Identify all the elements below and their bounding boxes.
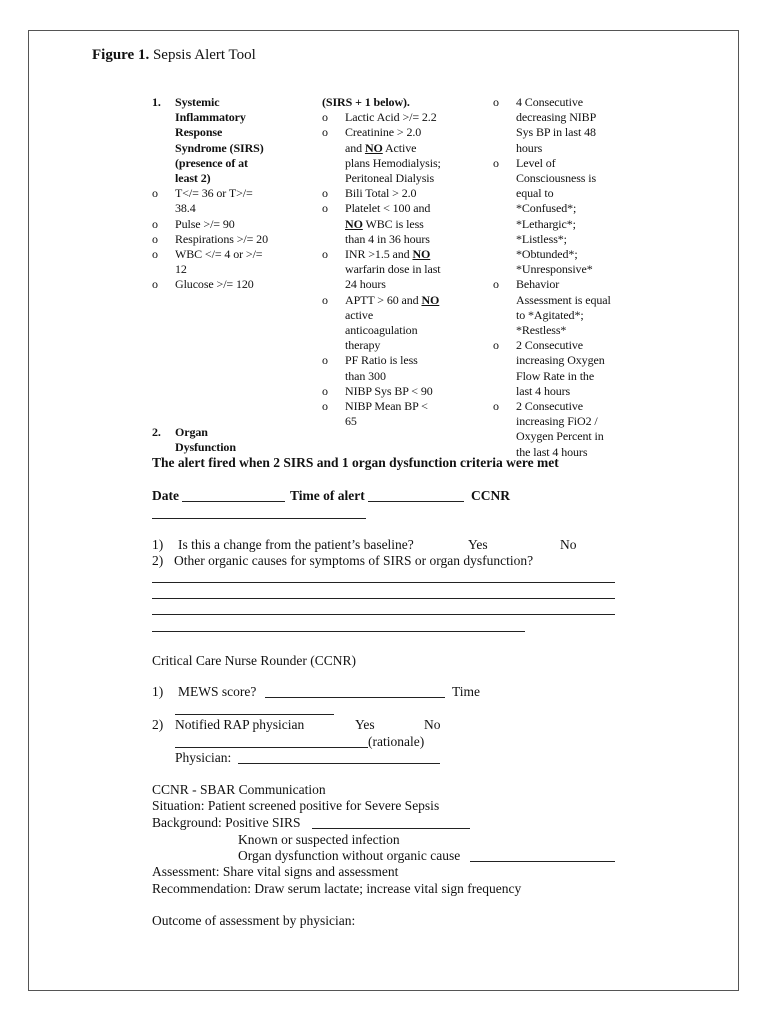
no-emphasis: NO xyxy=(412,247,431,262)
criteria-behavior xyxy=(493,277,633,338)
bullet-marker: o xyxy=(493,155,499,170)
criteria-text: 4 Consecutive xyxy=(516,95,584,109)
bullet-marker: o xyxy=(322,125,328,140)
bullet-marker: o xyxy=(322,383,328,398)
sirs-item-respirations xyxy=(152,232,302,247)
criteria-text: Sys BP in last 48 xyxy=(516,125,596,140)
ccnr-field[interactable] xyxy=(152,518,366,519)
sirs-item-pulse xyxy=(152,217,302,232)
figure-label: Figure 1. xyxy=(92,47,150,63)
criteria-text: Lactic Acid >/= 2.2 xyxy=(345,110,437,125)
criteria-text: and xyxy=(345,140,365,155)
q2-number: 2) xyxy=(152,553,164,568)
bullet-marker: o xyxy=(152,231,158,246)
sirs-heading-line: (presence of at xyxy=(175,155,248,170)
criteria-aptt xyxy=(322,293,482,354)
q1-no-option[interactable]: No xyxy=(560,537,577,552)
bullet-marker: o xyxy=(322,292,328,307)
bullet-marker: o xyxy=(322,353,328,368)
organ-dysfunction-field[interactable] xyxy=(470,861,615,862)
sbar-assessment: Assessment: Share vital signs and assessment xyxy=(152,864,399,879)
organ-heading-line: Dysfunction xyxy=(175,440,236,455)
mews-time-field[interactable] xyxy=(175,714,334,715)
criteria-text: increasing Oxygen xyxy=(516,353,605,368)
criteria-text: decreasing NIBP xyxy=(516,110,597,125)
mews-label: MEWS score? xyxy=(178,684,257,699)
sirs-heading-line: Systemic xyxy=(175,95,220,109)
criteria-text: *Obtunded*; xyxy=(516,247,578,262)
no-emphasis: NO xyxy=(345,216,363,231)
sbar-known-infection: Known or suspected infection xyxy=(238,832,400,847)
q2-answer-line[interactable] xyxy=(152,614,615,615)
organ-dysfunction-heading xyxy=(152,425,302,455)
date-field[interactable] xyxy=(182,501,285,502)
sirs-heading xyxy=(152,95,302,186)
date-label: Date xyxy=(152,488,179,503)
criteria-text: than 300 xyxy=(345,368,386,383)
outcome-label: Outcome of assessment by physician: xyxy=(152,913,356,928)
criteria-text: 65 xyxy=(345,414,357,429)
monitoring-criteria-column xyxy=(493,95,633,460)
criteria-text: Assessment is equal xyxy=(516,292,611,307)
bullet-marker: o xyxy=(493,399,499,414)
physician-field[interactable] xyxy=(238,763,440,764)
sirs-item-text: 38.4 xyxy=(175,201,196,216)
sirs-heading-line: least 2) xyxy=(175,171,211,186)
criteria-text: last 4 hours xyxy=(516,383,571,398)
sirs-heading-number: 1. xyxy=(152,95,161,109)
sirs-column xyxy=(152,95,302,293)
q2-answer-line[interactable] xyxy=(152,598,615,599)
criteria-bilirubin xyxy=(322,186,482,201)
sbar-recommendation: Recommendation: Draw serum lactate; increase vital sign frequency xyxy=(152,881,522,896)
rap-number: 2) xyxy=(152,717,164,732)
mews-number: 1) xyxy=(152,684,164,699)
criteria-pf-ratio xyxy=(322,353,482,383)
criteria-inr xyxy=(322,247,482,293)
sbar-heading: CCNR - SBAR Communication xyxy=(152,782,326,797)
sirs-heading-line: Response xyxy=(175,125,223,140)
organ-criteria-column xyxy=(322,95,482,429)
criteria-text: 2 Consecutive xyxy=(516,338,584,353)
sirs-item-text: T</= 36 or T>/= xyxy=(175,186,253,201)
ccnr-label: CCNR xyxy=(471,488,510,503)
sirs-item-text: Respirations >/= 20 xyxy=(175,231,268,246)
q2-answer-line[interactable] xyxy=(152,582,615,583)
organ-heading-number: 2. xyxy=(152,425,161,439)
criteria-fio2 xyxy=(493,399,633,460)
figure-title xyxy=(92,47,256,64)
criteria-text: *Unresponsive* xyxy=(516,262,593,277)
criteria-text: Creatinine > 2.0 xyxy=(345,125,422,140)
bullet-marker: o xyxy=(152,247,158,262)
criteria-oxygen-flow xyxy=(493,338,633,399)
sirs-plus-one-heading: (SIRS + 1 below). xyxy=(322,95,410,109)
criteria-text: Behavior xyxy=(516,277,560,292)
criteria-text: NIBP Sys BP < 90 xyxy=(345,383,433,398)
time-of-alert-field[interactable] xyxy=(368,501,464,502)
bullet-marker: o xyxy=(493,277,499,292)
sirs-item-text: WBC </= 4 or >/= xyxy=(175,247,263,262)
q1-text: Is this a change from the patient’s baseline? xyxy=(178,537,414,552)
q2-text: Other organic causes for symptoms of SIRS or organ dysfunction? xyxy=(174,553,534,568)
criteria-text: Platelet < 100 and xyxy=(345,201,431,216)
q2-answer-line[interactable] xyxy=(152,631,525,632)
rap-no-option[interactable]: No xyxy=(424,717,441,732)
figure-title-text: Sepsis Alert Tool xyxy=(152,47,256,63)
criteria-text: Flow Rate in the xyxy=(516,368,595,383)
bullet-marker: o xyxy=(493,338,499,353)
sbar-situation: Situation: Patient screened positive for Severe Sepsis xyxy=(152,798,440,813)
criteria-nibp-sys xyxy=(322,384,482,399)
criteria-text: to *Agitated*; xyxy=(516,307,584,322)
criteria-text: warfarin dose in last xyxy=(345,262,441,277)
criteria-lactic-acid xyxy=(322,110,482,125)
criteria-text: equal to xyxy=(516,186,554,201)
q1-yes-option[interactable]: Yes xyxy=(468,537,488,552)
criteria-text: than 4 in 36 hours xyxy=(345,231,430,246)
sirs-item-wbc xyxy=(152,247,302,277)
criteria-text: *Lethargic*; xyxy=(516,216,576,231)
criteria-text: *Restless* xyxy=(516,323,567,338)
mews-score-field[interactable] xyxy=(265,697,445,698)
criteria-text: active xyxy=(345,307,374,322)
sirs-item-glucose xyxy=(152,277,302,292)
criteria-text: Consciousness is xyxy=(516,171,597,186)
criteria-decreasing-bp xyxy=(493,95,633,156)
rap-label: Notified RAP physician xyxy=(175,717,305,732)
criteria-text: *Confused*; xyxy=(516,201,577,216)
sirs-heading-line: Inflammatory xyxy=(175,110,246,125)
sirs-item-text: Pulse >/= 90 xyxy=(175,216,235,231)
criteria-text: plans Hemodialysis; xyxy=(345,155,441,170)
sbar-organ-dysfunction: Organ dysfunction without organic cause xyxy=(238,848,461,863)
positive-sirs-field[interactable] xyxy=(312,828,470,829)
criteria-platelet xyxy=(322,201,482,247)
sirs-item-text: Glucose >/= 120 xyxy=(175,277,254,292)
bullet-marker: o xyxy=(493,95,499,109)
bullet-marker: o xyxy=(152,277,158,292)
rationale-field[interactable] xyxy=(175,747,368,748)
rap-yes-option[interactable]: Yes xyxy=(355,717,375,732)
criteria-text: increasing FiO2 / xyxy=(516,414,598,429)
criteria-text: hours xyxy=(516,140,543,155)
criteria-text: NIBP Mean BP < xyxy=(345,399,428,414)
bullet-marker: o xyxy=(322,201,328,216)
criteria-text: Active xyxy=(382,140,417,155)
bullet-marker: o xyxy=(322,110,328,125)
criteria-text: Bili Total > 2.0 xyxy=(345,186,417,201)
q1-number: 1) xyxy=(152,537,164,552)
criteria-text: Oxygen Percent in xyxy=(516,429,604,444)
criteria-text: 24 hours xyxy=(345,277,386,292)
mews-time-label: Time xyxy=(452,684,481,699)
criteria-text: WBC is less xyxy=(362,216,424,231)
criteria-creatinine xyxy=(322,125,482,186)
rationale-label: (rationale) xyxy=(368,734,425,749)
bullet-marker: o xyxy=(322,247,328,262)
sirs-item-text: 12 xyxy=(175,262,187,277)
time-of-alert-label: Time of alert xyxy=(290,488,365,503)
criteria-text: PF Ratio is less xyxy=(345,353,418,368)
bullet-marker: o xyxy=(322,399,328,414)
no-emphasis: NO xyxy=(421,292,440,307)
bullet-marker: o xyxy=(152,186,158,201)
ccnr-heading: Critical Care Nurse Rounder (CCNR) xyxy=(152,653,356,668)
sbar-background: Background: Positive SIRS xyxy=(152,815,301,830)
alert-fired-statement: The alert fired when 2 SIRS and 1 organ dysfunction criteria were met xyxy=(152,455,559,470)
criteria-nibp-mean xyxy=(322,399,482,429)
physician-label: Physician: xyxy=(175,750,232,765)
criteria-text: anticoagulation xyxy=(345,323,418,338)
criteria-text: therapy xyxy=(345,338,381,353)
bullet-marker: o xyxy=(152,216,158,231)
criteria-text: INR >1.5 and xyxy=(345,247,413,262)
organ-heading-line: Organ xyxy=(175,425,208,439)
criteria-text: Level of xyxy=(516,155,556,170)
criteria-consciousness xyxy=(493,156,633,278)
no-emphasis: NO xyxy=(364,140,383,155)
sirs-item-temperature xyxy=(152,186,302,216)
criteria-text: 2 Consecutive xyxy=(516,399,584,414)
criteria-text: the last 4 hours xyxy=(516,444,588,459)
sirs-heading-line: Syndrome (SIRS) xyxy=(175,140,264,155)
bullet-marker: o xyxy=(322,186,328,201)
criteria-text: APTT > 60 and xyxy=(345,292,422,307)
criteria-text: Peritoneal Dialysis xyxy=(345,171,435,186)
criteria-text: *Listless*; xyxy=(516,231,567,246)
